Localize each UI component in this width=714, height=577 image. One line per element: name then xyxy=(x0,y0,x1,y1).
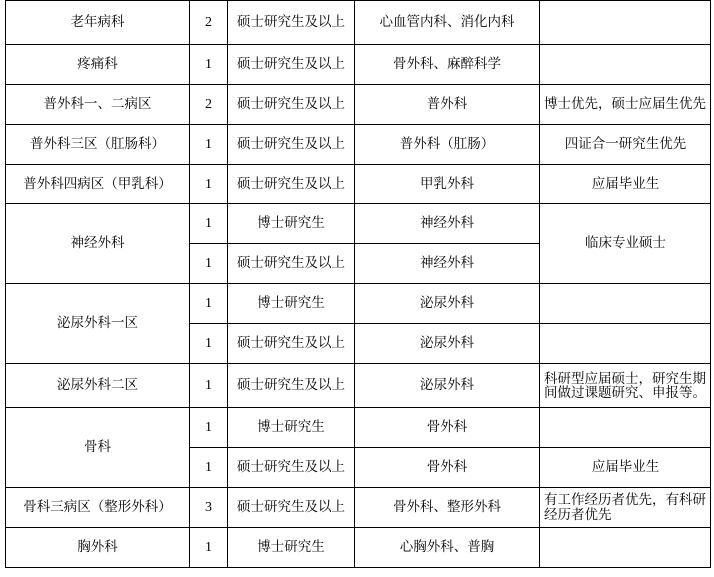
major-cell: 心血管内科、消化内科 xyxy=(355,1,540,45)
note-cell xyxy=(540,1,711,45)
count-cell: 1 xyxy=(190,528,228,568)
major-cell: 泌尿外科 xyxy=(355,364,540,408)
note-cell xyxy=(540,528,711,568)
major-cell: 骨外科 xyxy=(355,448,540,488)
table-row xyxy=(6,45,711,85)
degree-cell: 硕士研究生及以上 xyxy=(228,448,355,488)
dept-cell: 骨科三病区（整形外科） xyxy=(6,488,190,528)
dept-cell: 泌尿外科二区 xyxy=(6,364,190,408)
major-cell: 泌尿外科 xyxy=(355,324,540,364)
table-row xyxy=(6,204,711,244)
count-cell: 1 xyxy=(190,284,228,324)
note-cell xyxy=(540,45,711,85)
degree-cell: 硕士研究生及以上 xyxy=(228,125,355,165)
degree-cell: 博士研究生 xyxy=(228,204,355,244)
count-cell: 2 xyxy=(190,85,228,125)
table-row xyxy=(6,85,711,125)
table-row xyxy=(6,528,711,568)
count-cell: 2 xyxy=(190,1,228,45)
major-cell: 心胸外科、普胸 xyxy=(355,528,540,568)
degree-cell: 硕士研究生及以上 xyxy=(228,488,355,528)
dept-cell: 普外科三区（肛肠科） xyxy=(6,125,190,165)
dept-cell: 普外科四病区（甲乳科） xyxy=(6,165,190,204)
note-cell: 有工作经历者优先，有科研经历者优先 xyxy=(540,488,711,528)
note-cell: 科研型应届硕士，研究生期间做过课题研究、申报等。 xyxy=(540,364,711,408)
table-row xyxy=(6,125,711,165)
note-cell: 四证合一研究生优先 xyxy=(540,125,711,165)
dept-cell: 胸外科 xyxy=(6,528,190,568)
dept-cell: 泌尿外科一区 xyxy=(6,284,190,364)
major-cell: 普外科（肛肠） xyxy=(355,125,540,165)
note-cell xyxy=(540,284,711,324)
major-cell: 泌尿外科 xyxy=(355,284,540,324)
major-cell: 骨外科、整形外科 xyxy=(355,488,540,528)
degree-cell: 硕士研究生及以上 xyxy=(228,1,355,45)
dept-cell: 骨科 xyxy=(6,408,190,488)
dept-cell: 疼痛科 xyxy=(6,45,190,85)
note-cell: 临床专业硕士 xyxy=(540,204,711,284)
major-cell: 神经外科 xyxy=(355,204,540,244)
note-cell: 应届毕业生 xyxy=(540,165,711,204)
table-row xyxy=(6,408,711,448)
degree-cell: 硕士研究生及以上 xyxy=(228,244,355,284)
count-cell: 1 xyxy=(190,364,228,408)
major-cell: 甲乳外科 xyxy=(355,165,540,204)
dept-cell: 神经外科 xyxy=(6,204,190,284)
count-cell: 1 xyxy=(190,448,228,488)
count-cell: 1 xyxy=(190,45,228,85)
count-cell: 1 xyxy=(190,204,228,244)
count-cell: 1 xyxy=(190,244,228,284)
count-cell: 1 xyxy=(190,165,228,204)
count-cell: 1 xyxy=(190,324,228,364)
table-row xyxy=(6,488,711,528)
major-cell: 普外科 xyxy=(355,85,540,125)
note-cell: 应届毕业生 xyxy=(540,448,711,488)
note-cell xyxy=(540,324,711,364)
note-cell xyxy=(540,408,711,448)
major-cell: 神经外科 xyxy=(355,244,540,284)
count-cell: 3 xyxy=(190,488,228,528)
degree-cell: 博士研究生 xyxy=(228,408,355,448)
table-row xyxy=(6,284,711,324)
table-row xyxy=(6,1,711,45)
major-cell: 骨外科 xyxy=(355,408,540,448)
table-row xyxy=(6,364,711,408)
degree-cell: 博士研究生 xyxy=(228,284,355,324)
degree-cell: 硕士研究生及以上 xyxy=(228,45,355,85)
count-cell: 1 xyxy=(190,125,228,165)
major-cell: 骨外科、麻醉科学 xyxy=(355,45,540,85)
degree-cell: 硕士研究生及以上 xyxy=(228,364,355,408)
recruitment-table xyxy=(5,0,711,568)
table-row xyxy=(6,165,711,204)
dept-cell: 普外科一、二病区 xyxy=(6,85,190,125)
dept-cell: 老年病科 xyxy=(6,1,190,45)
degree-cell: 硕士研究生及以上 xyxy=(228,85,355,125)
count-cell: 1 xyxy=(190,408,228,448)
degree-cell: 硕士研究生及以上 xyxy=(228,165,355,204)
degree-cell: 硕士研究生及以上 xyxy=(228,324,355,364)
degree-cell: 博士研究生 xyxy=(228,528,355,568)
note-cell: 博士优先，硕士应届生优先 xyxy=(540,85,711,125)
